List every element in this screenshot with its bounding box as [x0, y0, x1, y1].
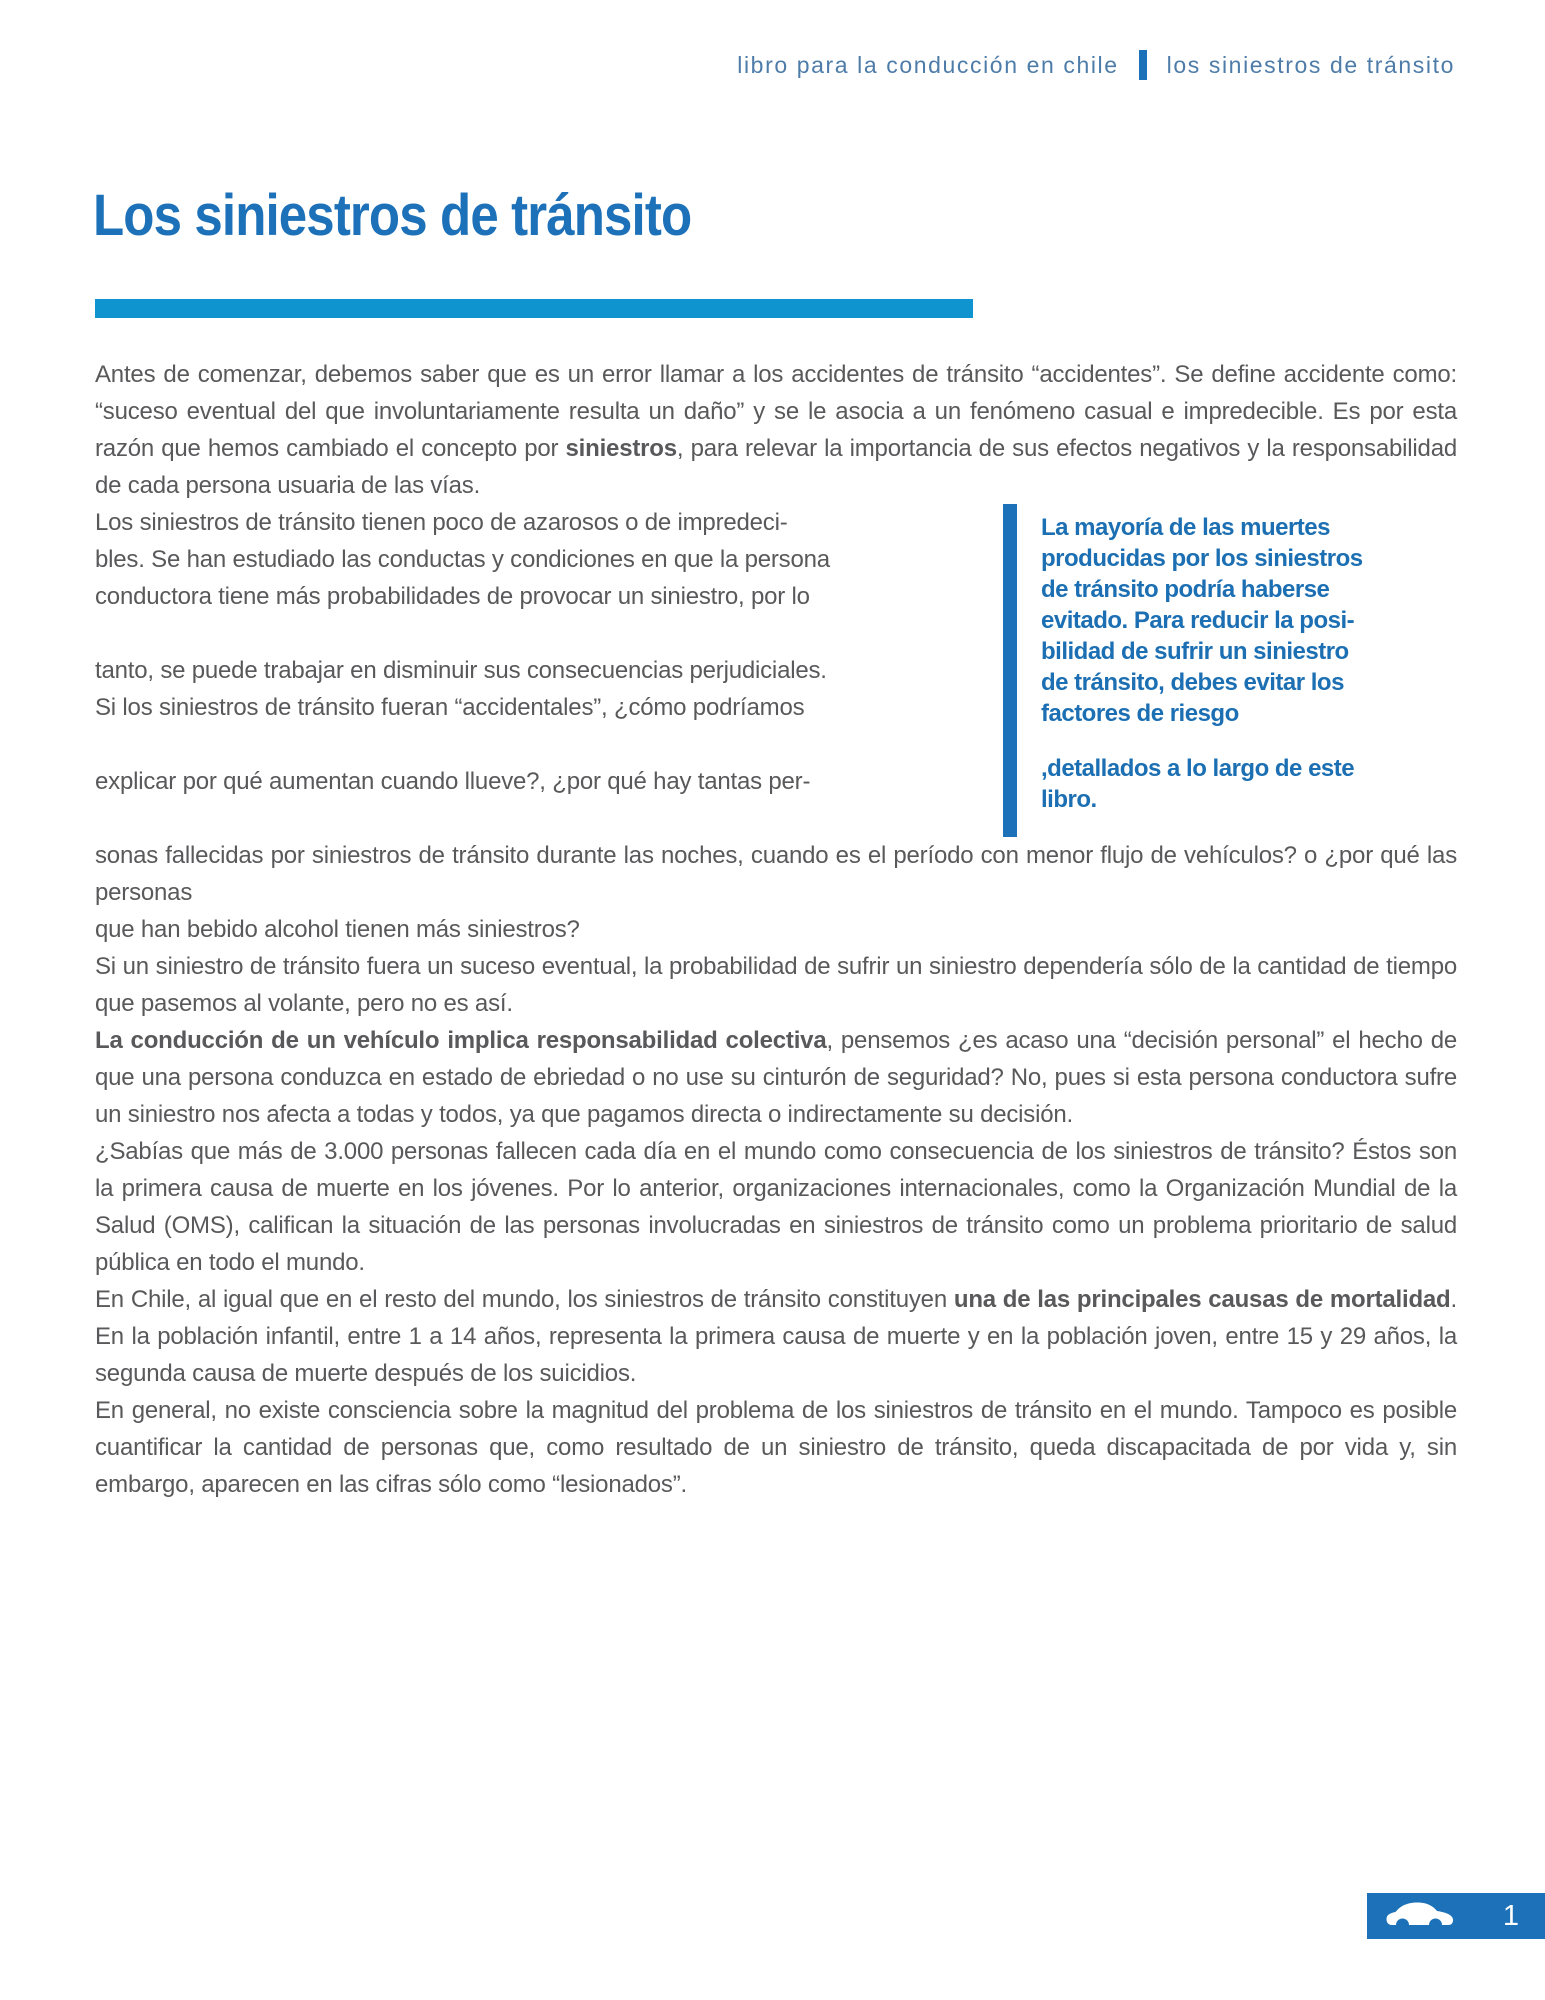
text-line: Los siniestros de tránsito tienen poco de azarosos o de impredeci-: [95, 509, 788, 536]
text-line: conductora tiene más probabilidades de provocar un siniestro, por lo: [95, 583, 810, 610]
text-line: bles. Se han estudiado las conductas y condiciones en que la persona: [95, 546, 830, 573]
body-paragraph: [95, 911, 1457, 948]
pull-quote: [1003, 504, 1441, 837]
left-column-paragraph: [95, 504, 975, 615]
text-segment: Si un siniestro de tránsito fuera un suceso eventual, la probabilidad de sufrir un siniestro dependería sólo de la cantidad de tiempo que pasemos al volante, pero no es así.: [95, 953, 1457, 1017]
left-column-paragraph: [95, 652, 975, 726]
text-line: producidas por los siniestros: [1041, 545, 1363, 572]
body-paragraph: [95, 1022, 1457, 1133]
text-line: de tránsito, debes evitar los: [1041, 669, 1344, 696]
text-line: factores de riesgo: [1041, 700, 1239, 727]
text-line: evitado. Para reducir la posi-: [1041, 607, 1355, 634]
text-segment: En Chile, al igual que en el resto del mundo, los siniestros de tránsito constituyen: [95, 1286, 954, 1313]
two-column-section: [95, 504, 1457, 837]
text-segment: , para relevar la importancia de sus efectos negativos y la responsabilidad de cada persona usuaria de las vías.: [95, 435, 1457, 499]
text-segment-bold: siniestros: [565, 435, 677, 462]
text-segment: sonas fallecidas por siniestros de tránsito durante las noches, cuando es el período con menor flujo de vehículos? o ¿por qué las personas: [95, 842, 1457, 906]
body-paragraph: [95, 1133, 1457, 1281]
left-column-paragraph: [95, 763, 975, 800]
text-line: de tránsito podría haberse: [1041, 576, 1330, 603]
text-line: ,detallados a lo largo de este: [1041, 755, 1355, 782]
pull-quote-paragraph: [1041, 512, 1441, 729]
car-icon: [1385, 1900, 1455, 1932]
text-segment: ¿Sabías que más de 3.000 personas fallecen cada día en el mundo como consecuencia de los siniestros de tránsito? Éstos son la primera causa de muerte en los jóvenes. Por lo anterior, organizaciones internacionales, como la Organización Mundial de la Salud (OMS), califican la situación de las personas involucradas en siniestros de tránsito como un problema prioritario de salud pública en todo el mundo.: [95, 1138, 1457, 1276]
page-content: [95, 356, 1457, 1503]
text-line: La mayoría de las muertes: [1041, 514, 1330, 541]
text-segment: . En la población infantil, entre 1 a 14 años, representa la primera causa de muerte y en la población joven, entre 15 y 29 años, la segunda causa de muerte después de los suicidios.: [95, 1286, 1457, 1387]
body-paragraph: [95, 1281, 1457, 1392]
text-line: libro.: [1041, 786, 1097, 813]
text-line: Si los siniestros de tránsito fueran “accidentales”, ¿cómo podríamos: [95, 694, 805, 721]
intro-paragraph: [95, 356, 1457, 504]
running-header: [737, 50, 1455, 80]
text-segment: , pensemos ¿es acaso una “decisión personal” el hecho de que una persona conduzca en estado de ebriedad o no use su cinturón de seguridad? No, pues si esta persona conductora sufre un siniestro nos afecta a todas y todos, ya que pagamos directa o indirectamente su decisión.: [95, 1027, 1457, 1128]
body-paragraph: [95, 1392, 1457, 1503]
pull-quote-paragraph: [1041, 753, 1441, 815]
text-line: tanto, se puede trabajar en disminuir sus consecuencias perjudiciales.: [95, 657, 827, 684]
body-paragraph: [95, 837, 1457, 911]
text-segment-bold: La conducción de un vehículo implica responsabilidad colectiva: [95, 1027, 827, 1054]
text-line: bilidad de sufrir un siniestro: [1041, 638, 1349, 665]
text-segment: Antes de comenzar, debemos saber que es un error llamar a los accidentes de tránsito “accidentes”. Se define accidente como: “suceso eventual del que involuntariamente resulta un daño” y se le asocia a un fenómeno casual e impredecible. Es por esta razón que hemos cambiado el concepto por: [95, 361, 1457, 462]
text-line: explicar por qué aumentan cuando llueve?, ¿por qué hay tantas per-: [95, 768, 811, 795]
page-number: 1: [1502, 1899, 1519, 1932]
page-footer: [1367, 1893, 1545, 1939]
header-chapter-title: los siniestros de tránsito: [1166, 51, 1455, 78]
left-text-column: [95, 504, 975, 800]
page-title: Los siniestros de tránsito: [93, 182, 692, 248]
text-segment-bold: una de las principales causas de mortalidad: [953, 1286, 1451, 1313]
text-segment: En general, no existe consciencia sobre la magnitud del problema de los siniestros de tránsito en el mundo. Tampoco es posible cuantificar la cantidad de personas que, como resultado de un siniestro de tránsito, queda discapacitada de por vida y, sin embargo, aparecen en las cifras sólo como “lesionados”.: [95, 1397, 1457, 1498]
text-segment: que han bebido alcohol tienen más siniestros?: [95, 916, 580, 943]
header-separator-bar: [1139, 50, 1147, 80]
header-book-title: libro para la conducción en chile: [737, 51, 1119, 78]
body-paragraph: [95, 948, 1457, 1022]
title-underline-rule: [95, 299, 973, 318]
